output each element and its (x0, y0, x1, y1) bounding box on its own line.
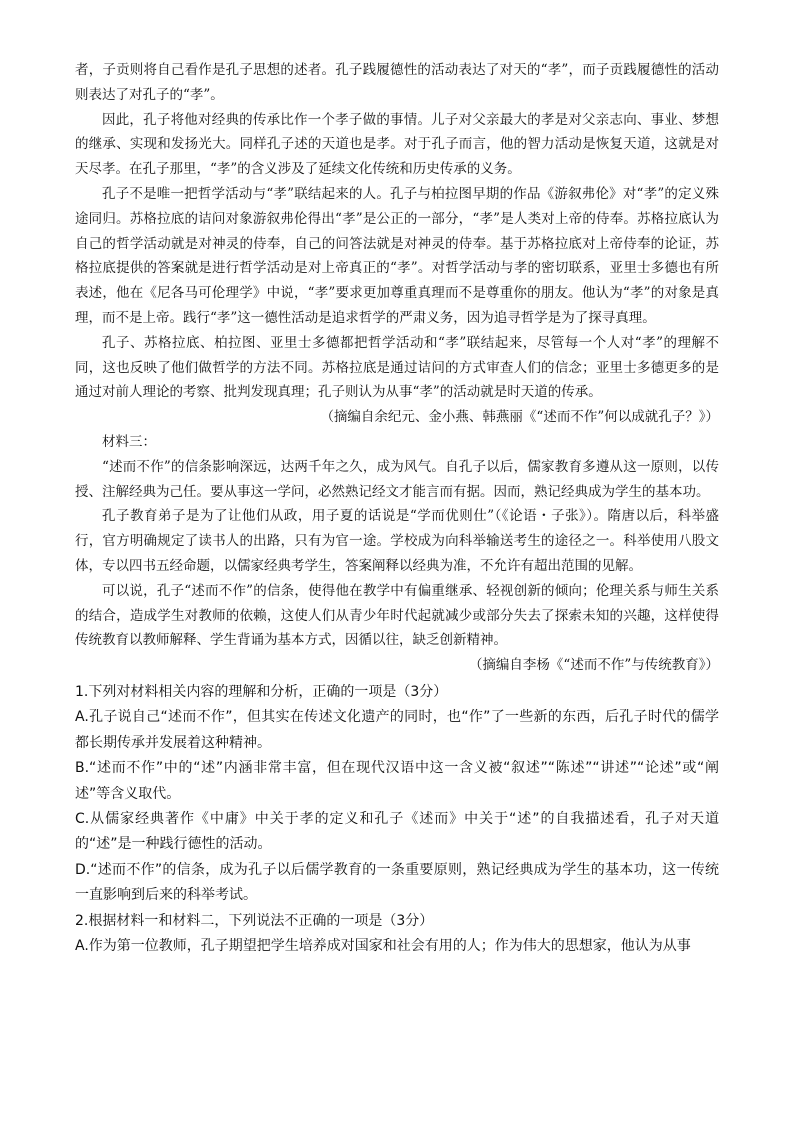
option-b: B.“述而不作”中的“述”内涵非常丰富，但在现代汉语中这一含义被“叙述”“陈述”“讲述”“论述”或“阐述”等含义取代。 (75, 760, 719, 802)
paragraph: 孔子教育弟子是为了让他们从政，用子夏的话说是“学而优则仕”（《论语・子张》）。隋唐以后，科举盛行，官方明确规定了读书人的出路，只有为官一途。学校成为向科举输送考生的途径之一。科举使用八股文体，专以四书五经命题，以儒家经典考学生，答案阐释以经典为准，不允许有超出范围的见解。 (75, 508, 719, 574)
question-one (75, 680, 719, 909)
material-two-excerpt (75, 58, 719, 430)
source-citation: （摘编自余纪元、金小燕、韩燕丽《“述而不作”何以成就孔子？》） (320, 409, 719, 426)
material-three (75, 430, 719, 678)
paragraph: 孔子、苏格拉底、柏拉图、亚里士多德都把哲学活动和“孝”联结起来，尽管每一个人对“孝”的理解不同，这也反映了他们做哲学的方法不同。苏格拉底是通过诘问的方式审查人们的信念；亚里士多德更多的是通过对前人理论的考察、批判发现真理；孔子则认为从事“孝”的活动就是时天道的传承。 (75, 334, 719, 401)
paragraph: “述而不作”的信条影响深远，达两千年之久，成为风气。自孔子以后，儒家教育多遵从这一原则，以传授、注解经典为己任。要从事这一学问，必然熟记经文才能言而有据。因而，熟记经典成为学生的基本功。 (75, 458, 719, 500)
option-d: D.“述而不作”的信条，成为孔子以后儒学教育的一条重要原则，熟记经典成为学生的基本功，这一传统一直影响到后来的科举考试。 (75, 861, 719, 904)
source-citation: （摘编自李杨《“述而不作”与传统教育》） (468, 657, 719, 674)
material-label: 材料三： (102, 433, 156, 450)
paragraph: 可以说，孔子“述而不作”的信条，使得他在教学中有偏重继承、轻视创新的倾向；伦理关系与师生关系的结合，造成学生对教师的依赖，这使人们从青少年时代起就减少或部分失去了探索未知的兴趣，这样使得传统教育以教师解释、学生背诵为基本方式，因循以往，缺乏创新精神。 (75, 582, 719, 649)
paragraph: 者，子贡则将自己看作是孔子思想的述者。孔子践履德性的活动表达了对天的“孝”，而子贡践履德性的活动则表达了对孔子的“孝”。 (75, 62, 719, 103)
option-a: A.作为第一位教师，孔子期望把学生培养成对国家和社会有用的人；作为伟大的思想家，他认为从事 (75, 937, 691, 954)
question-two (75, 909, 719, 960)
question-stem: 2.根据材料一和材料二，下列说法不正确的一项是（3分） (75, 912, 434, 929)
question-stem: 1.下列对材料相关内容的理解和分析，正确的一项是（3分） (75, 683, 448, 700)
paragraph: 因此，孔子将他对经典的传承比作一个孝子做的事情。儿子对父亲最大的孝是对父亲志向、事业、梦想的继承、实现和发扬光大。同样孔子述的天道也是孝。对于孔子而言，他的智力活动是恢复天道，这就是对天尽孝。在孔子那里，“孝”的含义涉及了延续文化传统和历史传承的义务。 (75, 111, 719, 178)
paragraph: 孔子不是唯一把哲学活动与“孝”联结起来的人。孔子与柏拉图早期的作品《游叙弗伦》对“孝”的定义殊途同归。苏格拉底的诘问对象游叙弗伦得出“孝”是公正的一部分，“孝”是人类对上帝的侍奉。苏格拉底认为自己的哲学活动就是对神灵的侍奉，自己的问答法就是对神灵的侍奉。基于苏格拉底对上帝侍奉的论证，苏格拉底提供的答案就是进行哲学活动是对上帝真正的“孝”。对哲学活动与孝的密切联系，亚里士多德也有所表述，他在《尼各马可伦理学》中说，“孝”要求更加尊重真理而不是尊重你的朋友。他认为“孝”的对象是真理，而不是上帝。践行“孝”这一德性活动是追求哲学的严肃义务，因为追寻哲学是为了探寻真理。 (75, 185, 719, 326)
option-a: A.孔子说自己“述而不作”，但其实在传述文化遗产的同时，也“作”了一些新的东西，后孔子时代的儒学都长期传承并发展着这种精神。 (75, 709, 719, 751)
option-c: C.从儒家经典著作《中庸》中关于孝的定义和孔子《述而》中关于“述”的自我描述看，孔子对天道的“述”是一种践行德性的活动。 (75, 810, 719, 853)
